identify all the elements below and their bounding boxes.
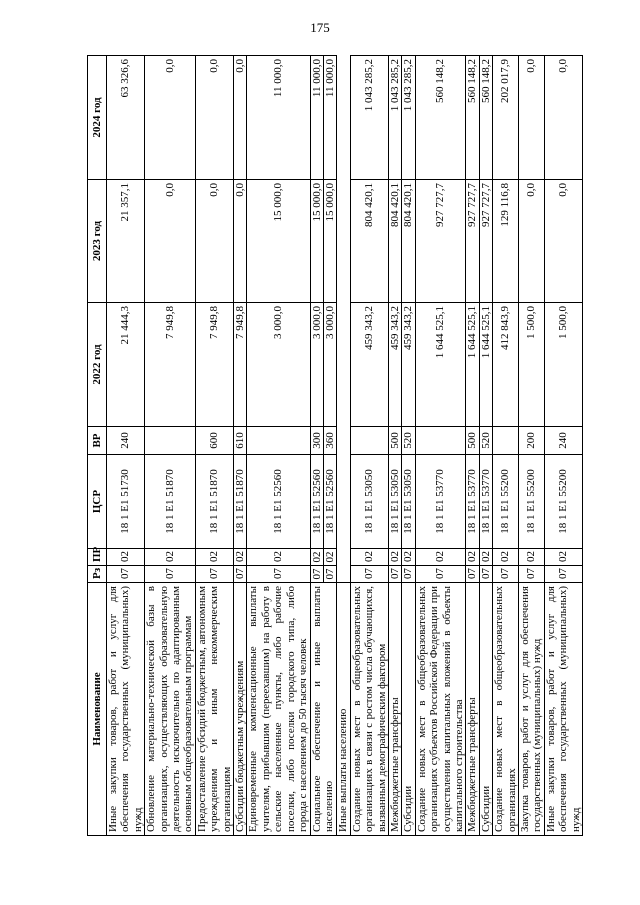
row-pr: 02 [323, 549, 336, 565]
row-csr: 18 1 E1 53050 [388, 455, 401, 549]
row-pr: 02 [234, 549, 247, 566]
row-csr-group [310, 455, 337, 549]
row-2023: 804 420,1 [402, 180, 415, 303]
row-2022: 1 500,0 [519, 303, 545, 427]
row-pr: 02 [493, 549, 519, 566]
row-name: Межбюджетные трансферты [388, 583, 401, 836]
row-name: Предоставление субсидий бюджетным, автономным учреждениям и иным некоммерческим организациям [195, 583, 233, 836]
row-pr: 02 [350, 549, 388, 566]
row-vr: 500 [466, 427, 479, 455]
row-csr: 18 1 E1 53050 [402, 455, 415, 549]
row-name: Иные закупки товаров, работ и услуг для обеспечения государственных (муниципальных) нужд [544, 583, 582, 836]
row-2022: 3 000,0 [247, 303, 310, 427]
row-2023: 0,0 [234, 180, 247, 303]
row-rz: 07 [234, 566, 247, 583]
row-vr: 300 [310, 432, 323, 449]
row-csr: 18 1 E1 55200 [519, 455, 545, 549]
header-2023: 2023 год [88, 180, 107, 303]
row-pr: 02 [466, 549, 479, 566]
row-csr: 18 1 E1 51870 [145, 455, 196, 549]
table-row [415, 56, 466, 836]
row-2023: 15 000,0 [310, 183, 323, 222]
header-csr: ЦСР [88, 455, 107, 549]
row-rz: 07 [107, 566, 145, 583]
row-2024: 1 043 285,2 [388, 56, 401, 180]
row-2023: 0,0 [544, 180, 582, 303]
row-2023: 129 116,8 [493, 180, 519, 303]
header-vr: ВР [88, 427, 107, 455]
row-2023: 927 727,7 [479, 180, 492, 303]
table-row [519, 56, 545, 836]
row-name: Создание новых мест в общеобразовательных организациях субъектов Российской Федерации при осуществлении капитальных вложений в объекты капитального строительства [415, 583, 466, 836]
rotated-table-container [87, 56, 582, 836]
page-number: 175 [310, 20, 330, 35]
table-row [337, 56, 350, 836]
row-2024: 0,0 [519, 56, 545, 180]
table-row [350, 56, 388, 836]
row-vr: 520 [402, 427, 415, 455]
row-2022: 459 343,2 [402, 303, 415, 427]
row-vr: 600 [195, 427, 233, 455]
row-rz: 07 [479, 566, 492, 583]
row-vr: 520 [479, 427, 492, 455]
row-csr: 18 1 E1 55200 [493, 455, 519, 549]
row-2022: 1 644 525,1 [466, 303, 479, 427]
row-pr-group [310, 549, 337, 566]
row-vr: 610 [234, 427, 247, 455]
row-rz: 07 [519, 566, 545, 583]
row-vr: 240 [544, 427, 582, 455]
row-csr: 18 1 E1 53770 [479, 455, 492, 549]
row-2024: 63 326,6 [107, 56, 145, 180]
row-csr: 18 1 E1 52560 [323, 455, 336, 548]
row-2023: 0,0 [519, 180, 545, 303]
row-pr: 02 [310, 551, 323, 563]
row-2024: 0,0 [544, 56, 582, 180]
row-name: Иные закупки товаров, работ и услуг для обеспечения государственных (муниципальных) нужд [107, 583, 145, 836]
table-row [247, 56, 310, 836]
table-row [145, 56, 196, 836]
row-name: Обновление материально-технической базы в организациях, осуществляющих образовательную деятельность исключительно по адаптированным основным общеобразовательным программам [145, 583, 196, 836]
row-csr: 18 1 E1 52560 [310, 469, 323, 534]
row-name: Субсидии бюджетным учреждениям [234, 583, 247, 836]
row-2023: 804 420,1 [350, 180, 388, 303]
row-name: Межбюджетные трансферты [466, 583, 479, 836]
row-2024: 1 043 285,2 [350, 56, 388, 180]
table-row [493, 56, 519, 836]
row-2022: 3 000,0 [310, 306, 323, 339]
row-vr-group [310, 427, 337, 455]
row-2024: 11 000,0 [323, 56, 336, 179]
row-2024: 560 148,2 [466, 56, 479, 180]
row-csr: 18 1 E1 52560 [247, 455, 310, 549]
row-pr: 02 [415, 549, 466, 566]
table-row [107, 56, 145, 836]
row-pr: 02 [388, 549, 401, 566]
table-row [479, 56, 492, 836]
row-2023: 804 420,1 [388, 180, 401, 303]
row-rz: 07 [145, 566, 196, 583]
row-vr: 360 [323, 427, 336, 454]
row-name: Иные выплаты населению [337, 583, 350, 836]
row-2022: 21 444,3 [107, 303, 145, 427]
row-name: Субсидии [479, 583, 492, 836]
row-rz: 07 [247, 566, 310, 583]
row-pr: 02 [479, 549, 492, 566]
row-csr: 18 1 E1 51870 [234, 455, 247, 549]
row-csr: 18 1 E1 53770 [415, 455, 466, 549]
row-name: Закупка товаров, работ и услуг для обеспечения государственных (муниципальных) нужд [519, 583, 545, 836]
row-pr: 02 [195, 549, 233, 566]
row-name: Единовременные компенсационные выплаты учителям, прибывшим (переехавшим) на работу в сельские населенные пункты, либо рабочие поселки, либо поселки городского типа, либо города с населением до 50 тысяч человек [247, 583, 310, 836]
row-2024: 560 148,2 [415, 56, 466, 180]
row-2023: 15 000,0 [247, 180, 310, 303]
row-pr: 02 [247, 549, 310, 566]
header-pr: ПР [88, 549, 107, 566]
row-vr [350, 427, 388, 455]
row-2022: 1 644 525,1 [479, 303, 492, 427]
row-rz: 07 [310, 568, 323, 580]
row-2024: 11 000,0 [247, 56, 310, 180]
row-pr: 02 [519, 549, 545, 566]
row-2023: 0,0 [145, 180, 196, 303]
row-2024: 0,0 [195, 56, 233, 180]
row-rz: 07 [323, 566, 336, 582]
row-2023: 927 727,7 [466, 180, 479, 303]
row-rz: 07 [466, 566, 479, 583]
header-2022: 2022 год [88, 303, 107, 427]
table-row [402, 56, 415, 836]
row-pr: 02 [402, 549, 415, 566]
header-2024: 2024 год [88, 56, 107, 180]
header-rz: Рз [88, 566, 107, 583]
header-name: Наименование [88, 583, 107, 836]
row-rz: 07 [350, 566, 388, 583]
row-rz: 07 [544, 566, 582, 583]
table-row [388, 56, 401, 836]
row-2024: 11 000,0 [310, 59, 323, 98]
row-pr: 02 [544, 549, 582, 566]
row-csr: 18 1 E1 51730 [107, 455, 145, 549]
row-vr [415, 427, 466, 455]
row-2023: 15 000,0 [323, 180, 336, 302]
table-row [234, 56, 247, 836]
row-vr [247, 427, 310, 455]
row-2022: 3 000,0 [323, 303, 336, 426]
row-2023-group [310, 180, 337, 303]
row-name: Субсидии [402, 583, 415, 836]
row-2022: 1 644 525,1 [415, 303, 466, 427]
row-2023: 0,0 [195, 180, 233, 303]
row-2023: 21 357,1 [107, 180, 145, 303]
row-2022: 412 843,9 [493, 303, 519, 427]
row-rz: 07 [195, 566, 233, 583]
budget-table [87, 55, 583, 836]
row-2022: 7 949,8 [145, 303, 196, 427]
table-row [544, 56, 582, 836]
row-vr [145, 427, 196, 455]
header-row [88, 56, 107, 836]
table-row [195, 56, 233, 836]
row-2023: 927 727,7 [415, 180, 466, 303]
row-csr: 18 1 E1 51870 [195, 455, 233, 549]
row-name: Создание новых мест в общеобразовательных организациях [493, 583, 519, 836]
row-pr: 02 [145, 549, 196, 566]
row-2022-group [310, 303, 337, 427]
row-2022: 1 500,0 [544, 303, 582, 427]
row-rz: 07 [415, 566, 466, 583]
row-pr: 02 [107, 549, 145, 566]
row-csr: 18 1 E1 53050 [350, 455, 388, 549]
table-row [466, 56, 479, 836]
row-vr: 240 [107, 427, 145, 455]
row-csr: 18 1 E1 55200 [544, 455, 582, 549]
row-rz: 07 [388, 566, 401, 583]
row-2022: 7 949,8 [195, 303, 233, 427]
row-2022: 7 949,8 [234, 303, 247, 427]
row-2024: 1 043 285,2 [402, 56, 415, 180]
row-vr: 200 [519, 427, 545, 455]
row-name: Социальное обеспечение и иные выплаты населению [310, 583, 337, 836]
row-rz: 07 [402, 566, 415, 583]
row-2024: 202 017,9 [493, 56, 519, 180]
row-vr [493, 427, 519, 455]
row-csr: 18 1 E1 53770 [466, 455, 479, 549]
row-2022: 459 343,2 [388, 303, 401, 427]
table-row [310, 56, 337, 836]
row-2024-group [310, 56, 337, 180]
row-rz-group [310, 566, 337, 583]
row-2024: 560 148,2 [479, 56, 492, 180]
row-2022: 459 343,2 [350, 303, 388, 427]
row-name: Создание новых мест в общеобразовательных организациях в связи с ростом числа обучающихся, вызванным демографическим фактором [350, 583, 388, 836]
row-2024: 0,0 [145, 56, 196, 180]
row-rz: 07 [493, 566, 519, 583]
row-vr: 500 [388, 427, 401, 455]
row-2024: 0,0 [234, 56, 247, 180]
